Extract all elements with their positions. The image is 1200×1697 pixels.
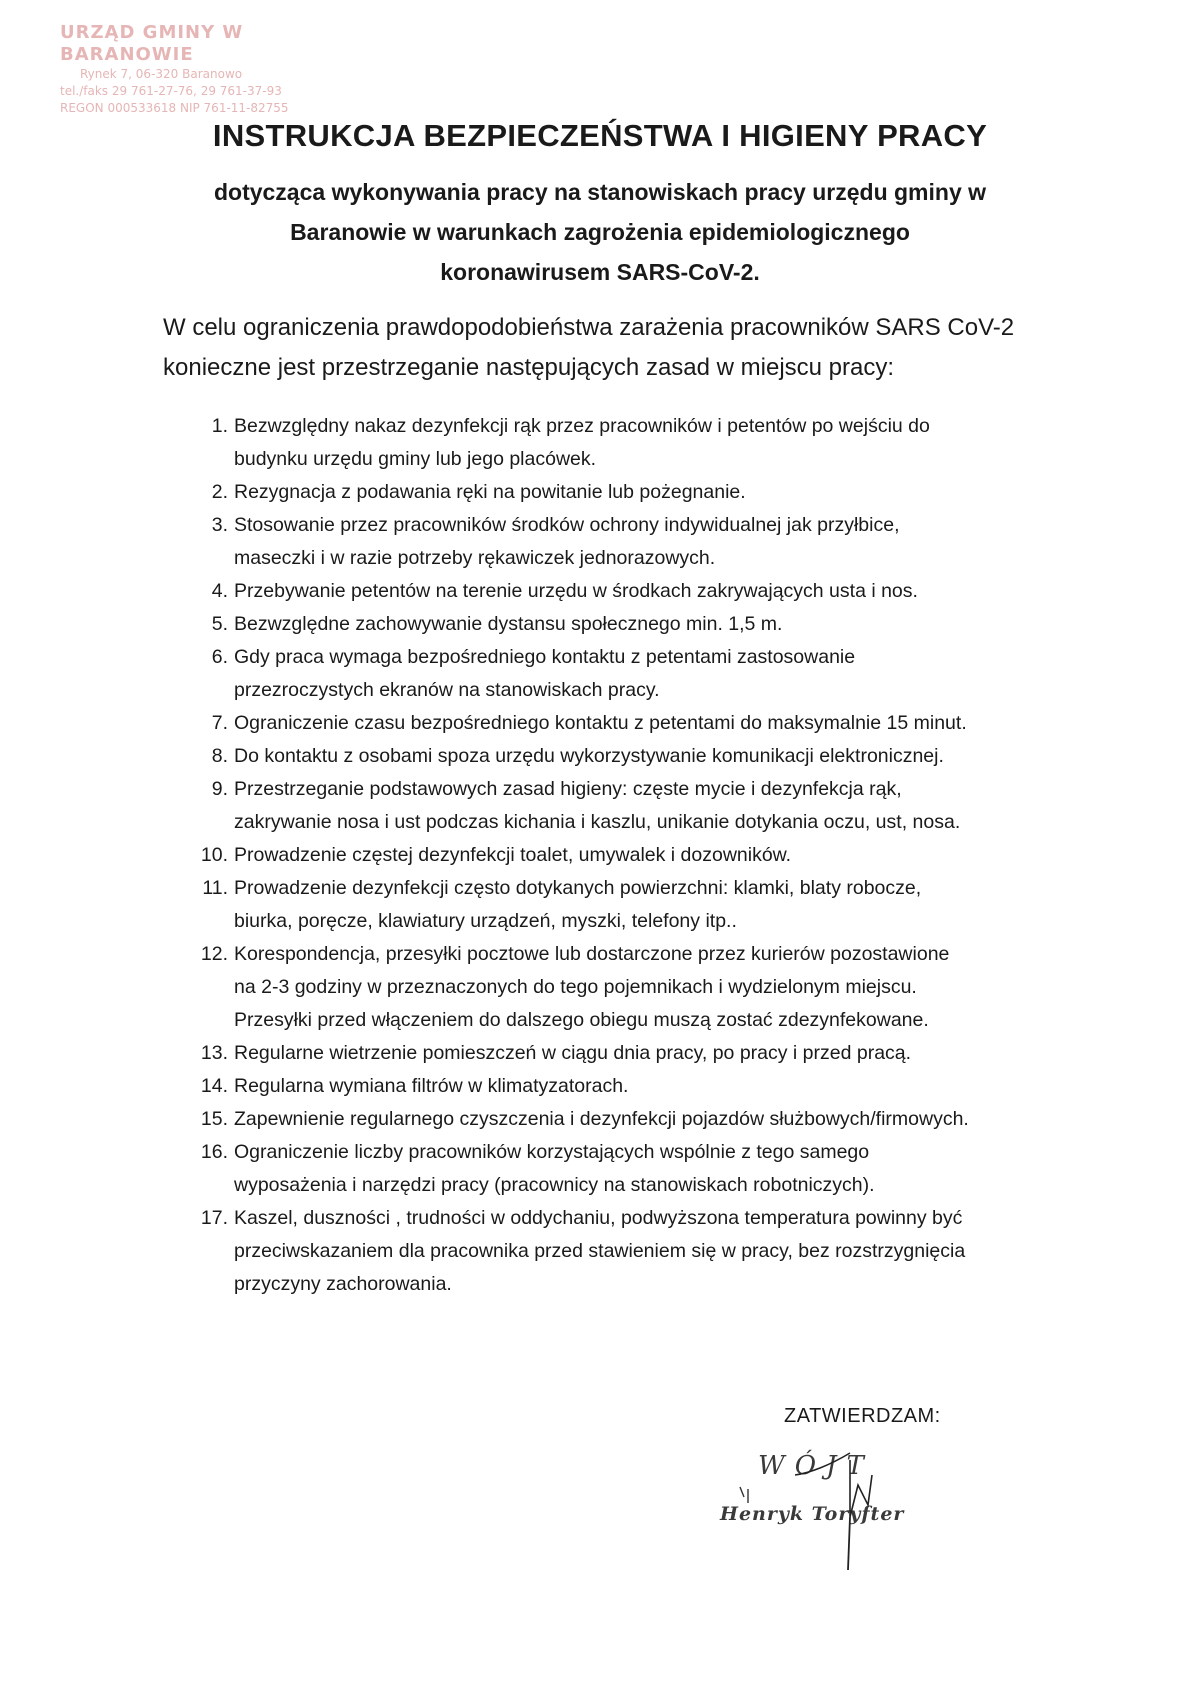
subtitle-line: koronawirusem SARS-CoV-2. bbox=[440, 259, 760, 285]
rule-number: 10. bbox=[200, 844, 228, 866]
rule-number: 11. bbox=[202, 877, 228, 899]
rule-text-line: na 2-3 godziny w przeznaczonych do tego pojemnikach i wydzielonym miejscu. bbox=[234, 976, 917, 998]
rule-number: 16. bbox=[200, 1141, 228, 1163]
rule-item bbox=[190, 575, 1090, 608]
rule-text-line: budynku urzędu gminy lub jego placówek. bbox=[234, 448, 597, 470]
document-subtitle bbox=[160, 172, 1040, 292]
rule-item bbox=[190, 1103, 1090, 1136]
rule-item bbox=[190, 476, 1090, 509]
rule-text-line: Regularna wymiana filtrów w klimatyzatorach. bbox=[234, 1075, 629, 1097]
rule-number: 17. bbox=[200, 1207, 228, 1229]
office-stamp bbox=[60, 22, 350, 117]
rule-text-line: Do kontaktu z osobami spoza urzędu wykorzystywanie komunikacji elektronicznej. bbox=[234, 745, 944, 767]
rule-item bbox=[190, 641, 1090, 707]
stamp-line-phone: tel./faks 29 761-27-76, 29 761-37-93 bbox=[60, 84, 282, 98]
rule-number: 1. bbox=[211, 415, 228, 437]
rule-text-line: Przestrzeganie podstawowych zasad higieny: częste mycie i dezynfekcja rąk, bbox=[234, 778, 902, 800]
stamp-name: Henryk Toryfter bbox=[720, 1503, 905, 1525]
rule-text-line: przezroczystych ekranów na stanowiskach pracy. bbox=[234, 679, 660, 701]
rule-text-line: Bezwzględny nakaz dezynfekcji rąk przez pracowników i petentów po wejściu do bbox=[234, 415, 930, 437]
rule-item bbox=[190, 410, 1090, 476]
rule-number: 7. bbox=[211, 712, 228, 734]
stamp-line-regon: REGON 000533618 NIP 761-11-82755 bbox=[60, 101, 289, 115]
stamp-line-address: Rynek 7, 06-320 Baranowo bbox=[80, 67, 243, 81]
rule-number: 2. bbox=[211, 481, 228, 503]
rule-text-line: Gdy praca wymaga bezpośredniego kontaktu z petentami zastosowanie bbox=[234, 646, 856, 668]
rule-item bbox=[190, 509, 1090, 575]
approval-label: ZATWIERDZAM: bbox=[784, 1405, 941, 1427]
rule-text-line: Kaszel, duszności , trudności w oddychaniu, podwyższona temperatura powinny być bbox=[234, 1207, 963, 1229]
rule-item bbox=[190, 608, 1090, 641]
document-title: INSTRUKCJA BEZPIECZEŃSTWA I HIGIENY PRACY bbox=[212, 118, 988, 153]
rule-number: 8. bbox=[211, 745, 228, 767]
rule-text-line: Korespondencja, przesyłki pocztowe lub dostarczone przez kurierów pozostawione bbox=[234, 943, 950, 965]
handwritten-signature bbox=[700, 1445, 920, 1585]
rule-item bbox=[190, 1070, 1090, 1103]
rule-item bbox=[190, 872, 1090, 938]
rule-text-line: Ograniczenie czasu bezpośredniego kontaktu z petentami do maksymalnie 15 minut. bbox=[234, 712, 967, 734]
subtitle-line: Baranowie w warunkach zagrożenia epidemiologicznego bbox=[290, 219, 910, 245]
signature-stamp bbox=[700, 1445, 920, 1585]
rule-text-line: przyczyny zachorowania. bbox=[234, 1273, 452, 1295]
rule-number: 3. bbox=[211, 514, 228, 536]
rule-number: 6. bbox=[211, 646, 228, 668]
rule-text-line: Stosowanie przez pracowników środków ochrony indywidualnej jak przyłbice, bbox=[234, 514, 900, 536]
intro-paragraph bbox=[163, 308, 1093, 388]
rule-number: 13. bbox=[200, 1042, 228, 1064]
rule-text-line: Prowadzenie częstej dezynfekcji toalet, umywalek i dozowników. bbox=[234, 844, 792, 866]
rule-text-line: Przebywanie petentów na terenie urzędu w środkach zakrywających usta i nos. bbox=[234, 580, 918, 602]
rule-text-line: maseczki i w razie potrzeby rękawiczek jednorazowych. bbox=[234, 547, 716, 569]
rule-item bbox=[190, 938, 1090, 1037]
intro-line: W celu ograniczenia prawdopodobieństwa zarażenia pracowników SARS CoV-2 bbox=[163, 314, 1015, 341]
rule-text-line: Regularne wietrzenie pomieszczeń w ciągu dnia pracy, po pracy i przed pracą. bbox=[234, 1042, 912, 1064]
rule-item bbox=[190, 1136, 1090, 1202]
rule-number: 4. bbox=[211, 580, 228, 602]
rule-item bbox=[190, 1037, 1090, 1070]
rule-text-line: wyposażenia i narzędzi pracy (pracownicy na stanowiskach robotniczych). bbox=[234, 1174, 875, 1196]
rule-item bbox=[190, 740, 1090, 773]
rule-text-line: biurka, poręcze, klawiatury urządzeń, myszki, telefony itp.. bbox=[234, 910, 737, 932]
rule-number: 9. bbox=[211, 778, 228, 800]
rule-number: 14. bbox=[200, 1075, 228, 1097]
rule-item bbox=[190, 707, 1090, 740]
rule-number: 15. bbox=[200, 1108, 228, 1130]
rule-number: 5. bbox=[211, 613, 228, 635]
rule-text-line: zakrywanie nosa i ust podczas kichania i kaszlu, unikanie dotykania oczu, ust, nosa. bbox=[234, 811, 961, 833]
rule-text-line: Przesyłki przed włączeniem do dalszego obiegu muszą zostać zdezynfekowane. bbox=[234, 1009, 929, 1031]
rule-item bbox=[190, 773, 1090, 839]
rule-text-line: Ograniczenie liczby pracowników korzystających wspólnie z tego samego bbox=[234, 1141, 870, 1163]
rule-item bbox=[190, 839, 1090, 872]
rule-item bbox=[190, 1202, 1090, 1301]
rule-number: 12. bbox=[200, 943, 228, 965]
rule-text-line: Zapewnienie regularnego czyszczenia i dezynfekcji pojazdów służbowych/firmowych. bbox=[234, 1108, 969, 1130]
rule-text-line: Bezwzględne zachowywanie dystansu społecznego min. 1,5 m. bbox=[234, 613, 783, 635]
subtitle-line: dotycząca wykonywania pracy na stanowiskach pracy urzędu gminy w bbox=[213, 179, 987, 205]
intro-line: konieczne jest przestrzeganie następujących zasad w miejscu pracy: bbox=[163, 354, 895, 381]
rules-list bbox=[190, 410, 1090, 1301]
rule-text-line: Prowadzenie dezynfekcji często dotykanych powierzchni: klamki, blaty robocze, bbox=[234, 877, 922, 899]
stamp-role: WÓJT bbox=[758, 1451, 874, 1481]
rule-text-line: przeciwskazaniem dla pracownika przed stawieniem się w pracy, bez rozstrzygnięcia bbox=[234, 1240, 966, 1262]
rule-text-line: Rezygnacja z podawania ręki na powitanie lub pożegnanie. bbox=[234, 481, 746, 503]
stamp-title: URZĄD GMINY W BARANOWIE bbox=[60, 22, 244, 65]
